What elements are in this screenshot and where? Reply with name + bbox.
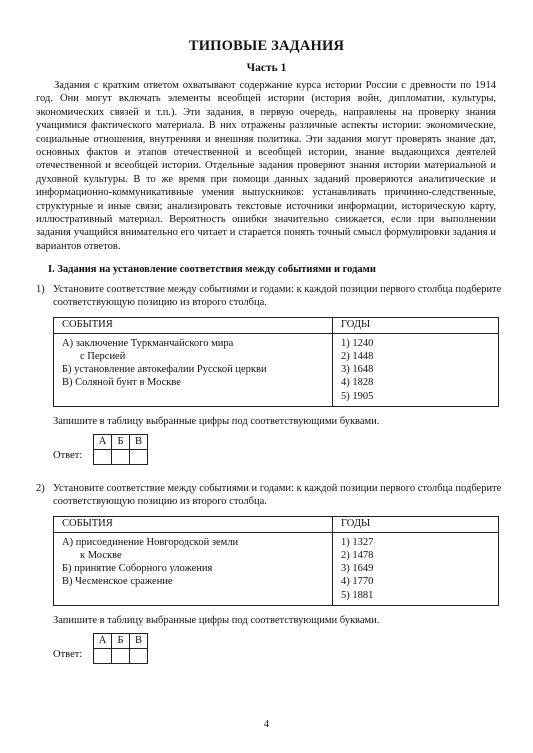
task-1-event-b: Б) установление автокефалии Русской церкви — [62, 364, 267, 376]
task-1-year-4: 4) 1828 — [341, 377, 374, 389]
task-2-event-a: А) присоединение Новгородской земли — [62, 536, 239, 548]
task-2-year-2: 2) 1478 — [341, 550, 374, 562]
task-1-answer-cell-a[interactable] — [94, 449, 112, 464]
task-2-answer-cell-b[interactable] — [112, 648, 130, 663]
task-2-answer-letter-b: Б — [112, 633, 130, 648]
task-2-header-years: ГОДЫ — [333, 516, 499, 532]
page-subtitle: Часть 1 — [246, 62, 287, 74]
task-1-year-1: 1) 1240 — [341, 337, 374, 349]
intro-paragraph: Задания с кратким ответом охватывают содержание курса истории России с древности по 1914 год. Они могут включать элементы всеобщей истории (история войн, дипломатии, культуры, экономических связей и т.п.). Эти задания, в первую очередь, направлены на проверку знания учащимися фактического материала. В них отражены различные аспекты истории: экономические, социальные отношения, внутренняя и внешняя политика. Эти задания могут проверять знание дат, основных фактов и этапов отечественной и всеобщей истории, знание выдающихся деятелей отечественной и всеобщей истории. Отдельные задания проверяют знания истории материальной и духовной культуры. В то же время при помощи данных заданий проверяются аналитические и информационно-коммуникативные умения выпускников: устанавливать причинно-следственные, структурные и иные связи; анализировать текстовые источники информации, историческую карту, иллюстративный материал. Вероятность ошибки значительно снижается, если при выполнении задания учащийся внимательно его читает и старается понять точный смысл формулировки задания и вариантов ответов. — [36, 80, 496, 252]
task-1-years-cell — [333, 333, 499, 406]
task-2-question — [36, 482, 506, 509]
task-2-year-4: 4) 1770 — [341, 576, 374, 588]
section-heading: I. Задания на установление соответствия между событиями и годами — [48, 264, 376, 275]
task-2-answer-grid — [93, 633, 148, 664]
task-2-answer — [53, 633, 506, 667]
task-1-text: Установите соответствие между событиями и годами: к каждой позиции первого столбца подберите соответствующую позицию из второго столбца. — [53, 284, 502, 309]
task-1-instruction: Запишите в таблицу выбранные цифры под соответствующими буквами. — [53, 415, 380, 427]
task-2-text: Установите соответствие между событиями и годами: к каждой позиции первого столбца подберите соответствующую позицию из второго столбца. — [53, 483, 502, 508]
task-1-number: 1) — [36, 284, 45, 295]
task-2-answer-cell-a[interactable] — [94, 648, 112, 663]
task-2-years-cell — [333, 532, 499, 605]
task-2-event-c: В) Чесменское сражение — [62, 576, 173, 588]
task-2 — [36, 482, 506, 667]
task-1-answer — [53, 434, 506, 468]
task-2-matching-table — [53, 516, 499, 606]
task-1-answer-cell-c[interactable] — [130, 449, 148, 464]
task-1-year-2: 2) 1448 — [341, 351, 374, 363]
task-2-header-events: СОБЫТИЯ — [54, 516, 333, 532]
task-1-year-5: 5) 1905 — [341, 390, 374, 402]
task-2-year-3: 3) 1649 — [341, 563, 374, 575]
task-2-answer-letter-c: В — [130, 633, 148, 648]
task-1-event-a-cont: с Персией — [80, 351, 126, 363]
task-2-event-b: Б) принятие Соборного уложения — [62, 563, 213, 575]
task-1-answer-letter-b: Б — [112, 434, 130, 449]
task-1-answer-label: Ответ: — [53, 449, 83, 461]
page-title: ТИПОВЫЕ ЗАДАНИЯ — [188, 38, 345, 54]
task-1-event-c: В) Соляной бунт в Москве — [62, 377, 181, 389]
task-2-answer-cell-c[interactable] — [130, 648, 148, 663]
page-number: 4 — [263, 719, 270, 730]
task-1-year-3: 3) 1648 — [341, 364, 374, 376]
task-2-year-5: 5) 1881 — [341, 589, 374, 601]
task-1-header-events: СОБЫТИЯ — [54, 317, 333, 333]
task-2-instruction: Запишите в таблицу выбранные цифры под соответствующими буквами. — [53, 614, 380, 626]
task-1-events-cell — [54, 333, 333, 406]
task-2-events-cell — [54, 532, 333, 605]
task-1-matching-table — [53, 317, 499, 407]
task-2-answer-letter-a: А — [94, 633, 112, 648]
task-1-header-years: ГОДЫ — [333, 317, 499, 333]
task-1-answer-letter-a: А — [94, 434, 112, 449]
task-1-answer-grid — [93, 434, 148, 465]
task-1-answer-letter-c: В — [130, 434, 148, 449]
task-2-event-a-cont: к Москве — [80, 550, 122, 562]
task-1-event-a: А) заключение Туркманчайского мира — [62, 337, 234, 349]
task-1-question — [36, 283, 506, 310]
task-2-number: 2) — [36, 483, 45, 494]
task-1 — [36, 283, 506, 468]
task-1-answer-cell-b[interactable] — [112, 449, 130, 464]
task-2-year-1: 1) 1327 — [341, 536, 374, 548]
task-2-answer-label: Ответ: — [53, 648, 83, 660]
